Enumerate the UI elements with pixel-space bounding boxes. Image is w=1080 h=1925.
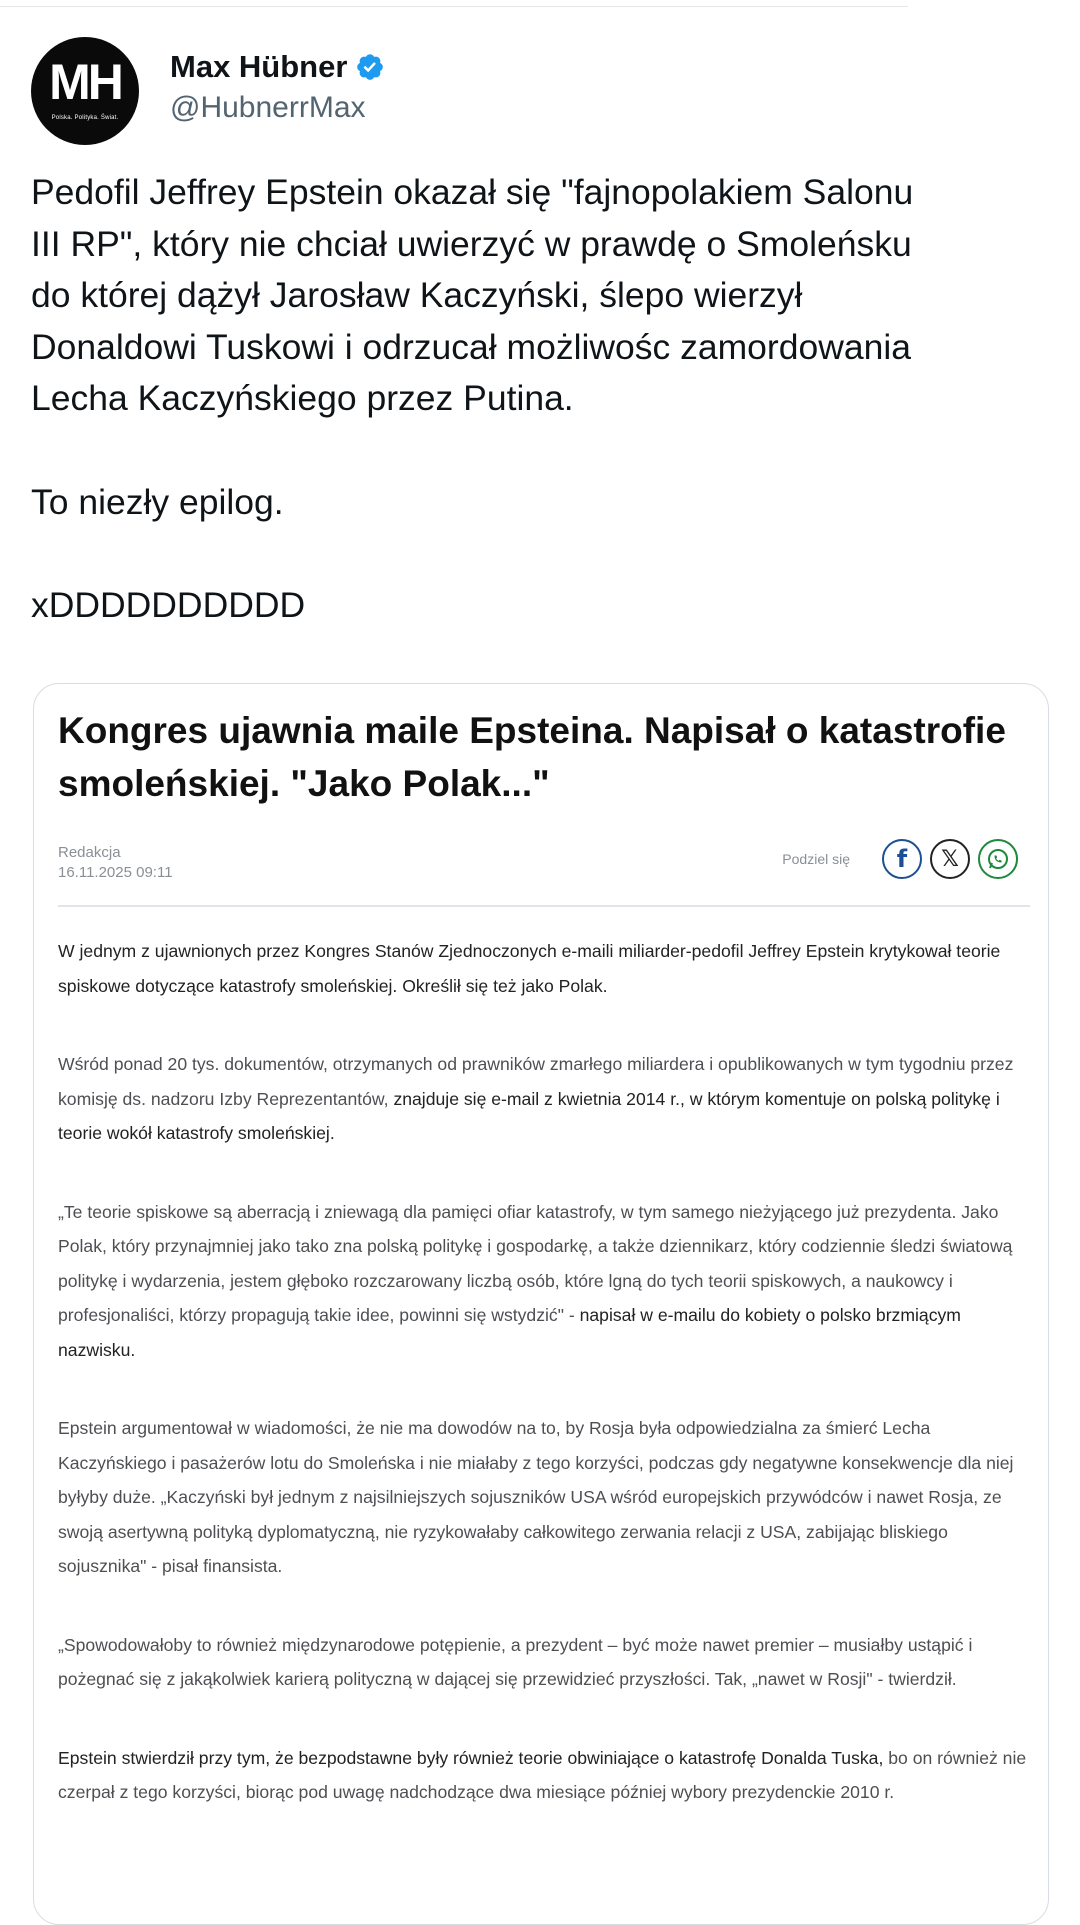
- author-name-row: [170, 49, 385, 85]
- top-divider: [0, 6, 908, 7]
- article-author: Redakcja: [58, 844, 121, 861]
- avatar-monogram: MH: [49, 54, 121, 110]
- article-title: Kongres ujawnia maile Epsteina. Napisał o katastrofie smoleńskiej. "Jako Polak...": [58, 710, 1006, 804]
- article-paragraph-2: [58, 1047, 1040, 1151]
- tweet-paragraph-epilog: To niezły epilog.: [31, 481, 284, 522]
- facebook-icon[interactable]: f: [882, 839, 922, 879]
- article-card[interactable]: [33, 683, 1049, 1925]
- article-paragraph-2-emphasis: znajduje się e-mail z kwietnia 2014 r., w którym komentuje on polską politykę i teorie wokół katastrofy smoleńskiej.: [58, 1088, 1000, 1143]
- article-paragraph-3: [58, 1195, 1040, 1368]
- article-paragraph-3-attribution: napisał w e-mailu do kobiety o polsko brzmiącym nazwisku.: [58, 1305, 961, 1360]
- whatsapp-glyph-icon: [986, 847, 1010, 871]
- article-paragraph-6: [58, 1741, 1040, 1810]
- article-paragraph-5: „Spowodowałoby to również międzynarodowe potępienie, a prezydent – być może nawet premier – musiałby ustąpić i pożegnać się z jakąkolwiek karierą polityczną w dającej się przewidzieć przyszłości. Tak, „nawet w Rosji" - twierdził.: [58, 1634, 973, 1689]
- article-paragraph-6-lead: Epstein stwierdził przy tym, że bezpodstawne były również teorie obwiniające o katastrofę Donalda Tuska,: [58, 1747, 889, 1768]
- article-paragraph-3-quote: „Te teorie spiskowe są aberracją i zniewagą dla pamięci ofiar katastrofy, w tym samego nieżyjącego już prezydenta. Jako Polak, który przynajmniej jako tako zna polską politykę i gospodarkę, a także dziennikarz, który codziennie śledzi światową politykę i wydarzenia, jestem głęboko rozczarowany liczbą osób, które lgną do tych teorii spiskowych, a naukowcy i profesjonaliści, którzy propagują takie idee, powinni się wstydzić" -: [58, 1201, 1013, 1325]
- article-date: 16.11.2025 09:11: [58, 864, 173, 881]
- article-paragraph-2-lead: Wśród ponad 20 tys. dokumentów, otrzymanych od prawników zmarłego miliardera i opublikowanych w tym tygodniu przez komisję ds. nadzoru Izby Reprezentantów,: [58, 1054, 1014, 1109]
- article-divider: [58, 905, 1030, 907]
- article-paragraph-4: Epstein argumentował w wiadomości, że nie ma dowodów na to, by Rosja była odpowiedzialna za śmierć Lecha Kaczyńskiego i pasażerów lotu do Smoleńska i nie miałaby z tego korzyści, podczas gdy negatywne konsekwencje dla niej byłyby duże. „Kaczyński był jednym z najsilniejszych sojuszników USA wśród europejskich przywódców i nawet Rosja, ze swoją asertywną polityką dyplomatyczną, nie ryzykowałaby całkowitego zerwania relacji z USA, zabijając bliskiego sojusznika" - pisał finansista.: [58, 1418, 1014, 1576]
- share-label: Podziel się: [782, 851, 850, 867]
- avatar-tagline: Polska. Polityka. Świat.: [51, 115, 119, 121]
- avatar[interactable]: [31, 37, 139, 145]
- author-name[interactable]: Max Hübner: [170, 49, 348, 84]
- share-row: [782, 839, 1018, 879]
- article-meta: [58, 843, 173, 883]
- whatsapp-icon[interactable]: [978, 839, 1018, 879]
- tweet-paragraph-laugh: xDDDDDDDDDD: [31, 585, 306, 625]
- author-handle[interactable]: @HubnerrMax: [170, 91, 366, 124]
- x-icon[interactable]: 𝕏: [930, 839, 970, 879]
- article-paragraph-1: W jednym z ujawnionych przez Kongres Stanów Zjednoczonych e-maili miliarder-pedofil Jeffrey Epstein krytykował teorie spiskowe dotyczące katastrofy smoleńskiej. Określił się też jako Polak.: [58, 941, 1001, 996]
- tweet-paragraph-main: Pedofil Jeffrey Epstein okazał się "fajnopolakiem Salonu III RP", który nie chciał uwierzyć w prawdę o Smoleńsku do której dążył Jarosław Kaczyński, ślepo wierzył Donaldowi Tuskowi i odrzucał możliwośc zamordowania Lecha Kaczyńskiego przez Putina.: [31, 172, 914, 418]
- article-body: [58, 934, 1040, 1854]
- article-paragraph-6-rest: bo on również nie czerpał z tego korzyści, biorąc pod uwagę nadchodzące dwa miesiące później wybory prezydenckie 2010 r.: [58, 1747, 1027, 1802]
- tweet-text: [31, 167, 931, 632]
- verified-badge-icon: [355, 52, 385, 82]
